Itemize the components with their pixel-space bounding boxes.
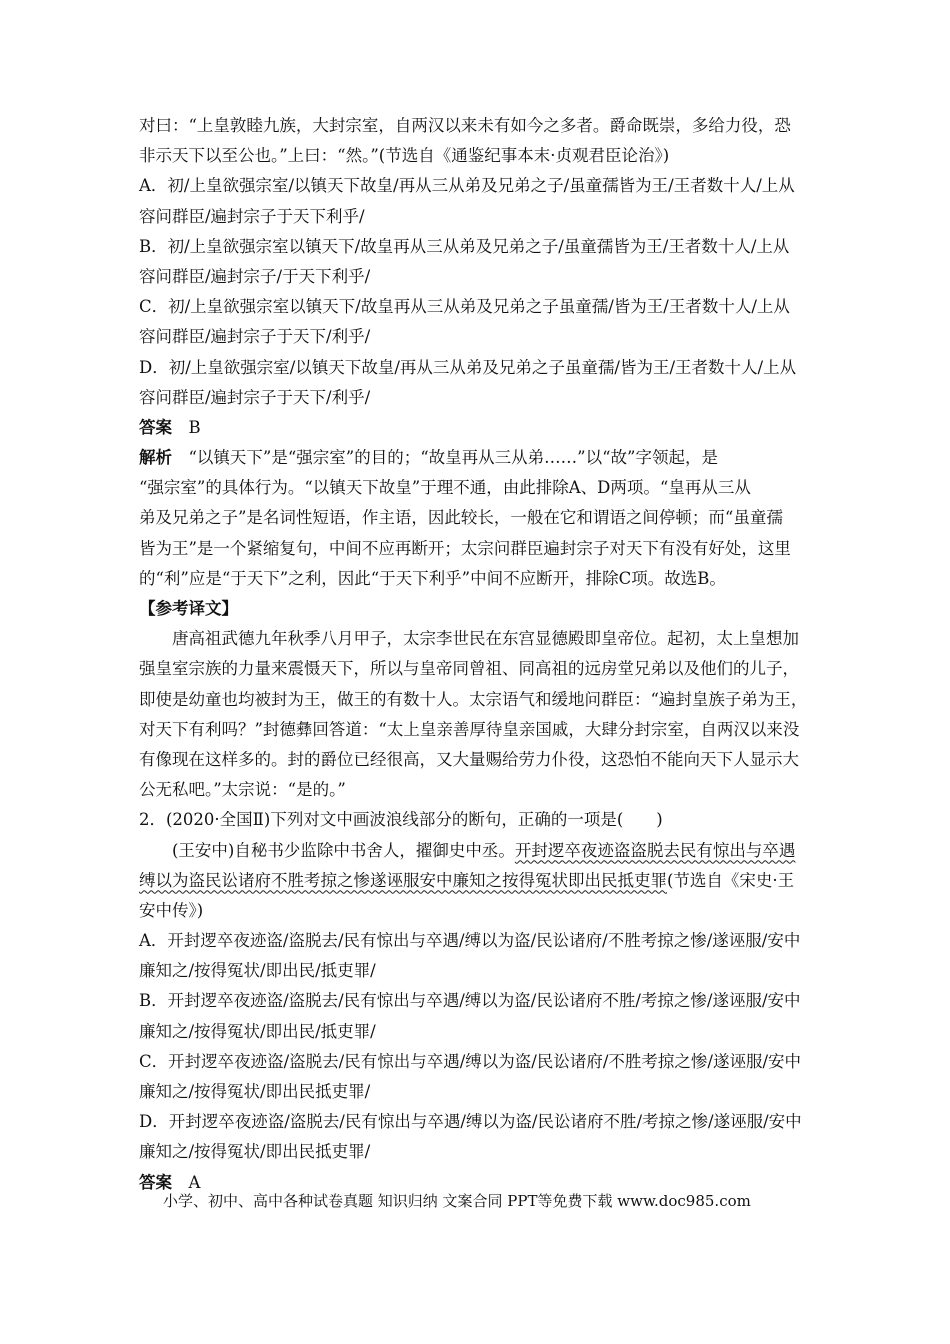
q2-option-d <box>139 1109 819 1164</box>
passage-line <box>139 838 819 863</box>
translation-line: 对天下有利吗？”封德彝回答道：“太上皇亲善厚待皇亲国戚，大肆分封宗室，自两汉以来没 <box>139 719 800 739</box>
q1-option-a <box>139 173 819 228</box>
passage-plain: (王安中)自秘书少监除中书舍人，擢御史中丞。 <box>172 840 515 860</box>
option-line: B．初/上皇欲强宗室以镇天下/故皇再从三从弟及兄弟之子/虽童孺皆为王/王者数十人/上从 <box>139 236 790 256</box>
text-line: 对曰：“上皇敦睦九族，大封宗室，自两汉以来未有如今之多者。爵命既崇，多给力役，恐 <box>139 116 791 135</box>
q1-option-c <box>139 294 819 349</box>
option-line: 容问群臣/遍封宗子于天下/利乎/ <box>139 387 371 407</box>
q1-option-b <box>139 234 819 289</box>
q2-option-a <box>139 928 819 983</box>
q1-passage-tail <box>139 113 819 168</box>
answer-label: 答案 <box>139 1172 172 1192</box>
passage-line <box>139 868 819 893</box>
q2-option-c <box>139 1049 819 1104</box>
option-line: 廉知之/按得冤状/即出民抵吏罪/ <box>139 1142 371 1162</box>
option-line: 容问群臣/遍封宗子于天下利乎/ <box>139 206 365 226</box>
q2-stem: 2．(2020·全国Ⅱ)下列对文中画波浪线部分的断句，正确的一项是( ) <box>139 810 663 830</box>
translation-line: 强皇室宗族的力量来震慑天下，所以与皇帝同曾祖、同高祖的远房堂兄弟以及他们的儿子， <box>139 659 799 679</box>
page-footer: 小学、初中、高中各种试卷真题 知识归纳 文案合同 PPT等免费下载 www.doc985.com <box>163 1192 751 1210</box>
option-line: 廉知之/按得冤状/即出民/抵吏罪/ <box>139 1021 376 1041</box>
analysis-label: 解析 <box>139 448 172 468</box>
analysis-line: 的“利”应是“于天下”之利，因此“于天下利乎”中间不应断开，排除C项。故选B。 <box>139 568 726 588</box>
passage-line: 安中传》) <box>139 900 204 920</box>
text-line: 非示天下以至公也。”上曰：“然。”(节选自《通鉴纪事本末·贞观君臣论治》) <box>139 146 670 166</box>
translation-text <box>139 626 819 802</box>
q2-option-b <box>139 988 819 1043</box>
analysis-line: 弟及兄弟之子”是名词性短语，作主语，因此较长，一般在它和谓语之间停顿；而“虽童孺 <box>139 508 783 528</box>
analysis-line: “强宗室”的具体行为。“以镇天下故皇”于理不通，由此排除A、D两项。“皇再从三从 <box>139 478 751 498</box>
q1-analysis <box>139 445 819 591</box>
option-line: D．开封逻卒夜迹盗/盗脱去/民有惊出与卒遇/缚以为盗/民讼诸府不胜/考掠之惨/遂诬服/安中 <box>139 1112 802 1132</box>
option-line: D．初/上皇欲强宗室/以镇天下故皇/再从三从弟及兄弟之子虽童孺/皆为王/王者数十人/上从 <box>139 357 797 377</box>
option-line: 廉知之/按得冤状/即出民/抵吏罪/ <box>139 961 376 981</box>
option-line: C．初/上皇欲强宗室以镇天下/故皇再从三从弟及兄弟之子虽童孺/皆为王/王者数十人/上从 <box>139 297 790 317</box>
translation-heading: 【参考译文】 <box>139 599 238 618</box>
option-line: 廉知之/按得冤状/即出民抵吏罪/ <box>139 1082 371 1101</box>
option-line: B．开封逻卒夜迹盗/盗脱去/民有惊出与卒遇/缚以为盗/民讼诸府不胜/考掠之惨/遂诬服/安中 <box>139 991 801 1011</box>
option-line: C．开封逻卒夜迹盗/盗脱去/民有惊出与卒遇/缚以为盗/民讼诸府/不胜考掠之惨/遂诬服/安中 <box>139 1051 802 1071</box>
wavy-underlined-text: 缚以为盗民讼诸府不胜考掠之惨遂诬服安中廉知之按得冤状即出民抵吏罪 <box>139 870 667 890</box>
answer-label: 答案 <box>139 417 172 437</box>
analysis-line: 皆为王”是一个紧缩复句，中间不应再断开；太宗问群臣遍封宗子对天下有没有好处，这里 <box>139 538 791 558</box>
passage-source: (节选自《宋史·王 <box>667 870 795 890</box>
wavy-underlined-text: 开封逻卒夜迹盗盗脱去民有惊出与卒遇 <box>514 840 796 860</box>
option-line: A．开封逻卒夜迹盗/盗脱去/民有惊出与卒遇/缚以为盗/民讼诸府/不胜考掠之惨/遂诬服/安中 <box>139 931 801 951</box>
translation-line: 公无私吧。”太宗说：“是的。” <box>139 780 346 800</box>
translation-line: 唐高祖武德九年秋季八月甲子，太宗李世民在东宫显德殿即皇帝位。起初，太上皇想加 <box>172 629 799 649</box>
translation-line: 即使是幼童也均被封为王，做王的有数十人。太宗语气和缓地问群臣：“遍封皇族子弟为王， <box>139 689 808 709</box>
analysis-text: “以镇天下”是“强宗室”的目的；“故皇再从三从弟……”以“故”字领起，是 <box>188 448 718 468</box>
answer-value: A <box>188 1172 201 1192</box>
q1-answer <box>139 415 819 440</box>
q2-passage <box>139 838 819 923</box>
q1-option-d <box>139 355 819 410</box>
document-body <box>139 113 819 1195</box>
translation-line: 有像现在这样多的。封的爵位已经很高，又大量赐给劳力仆役，这恐怕不能向天下人显示大 <box>139 749 799 769</box>
analysis-line <box>139 445 819 470</box>
option-line: 容问群臣/遍封宗子/于天下利乎/ <box>139 266 371 286</box>
option-line: 容问群臣/遍封宗子于天下/利乎/ <box>139 327 371 347</box>
option-line: A．初/上皇欲强宗室/以镇天下故皇/再从三从弟及兄弟之子/虽童孺皆为王/王者数十人/上从 <box>139 176 795 196</box>
answer-value: B <box>188 417 201 437</box>
